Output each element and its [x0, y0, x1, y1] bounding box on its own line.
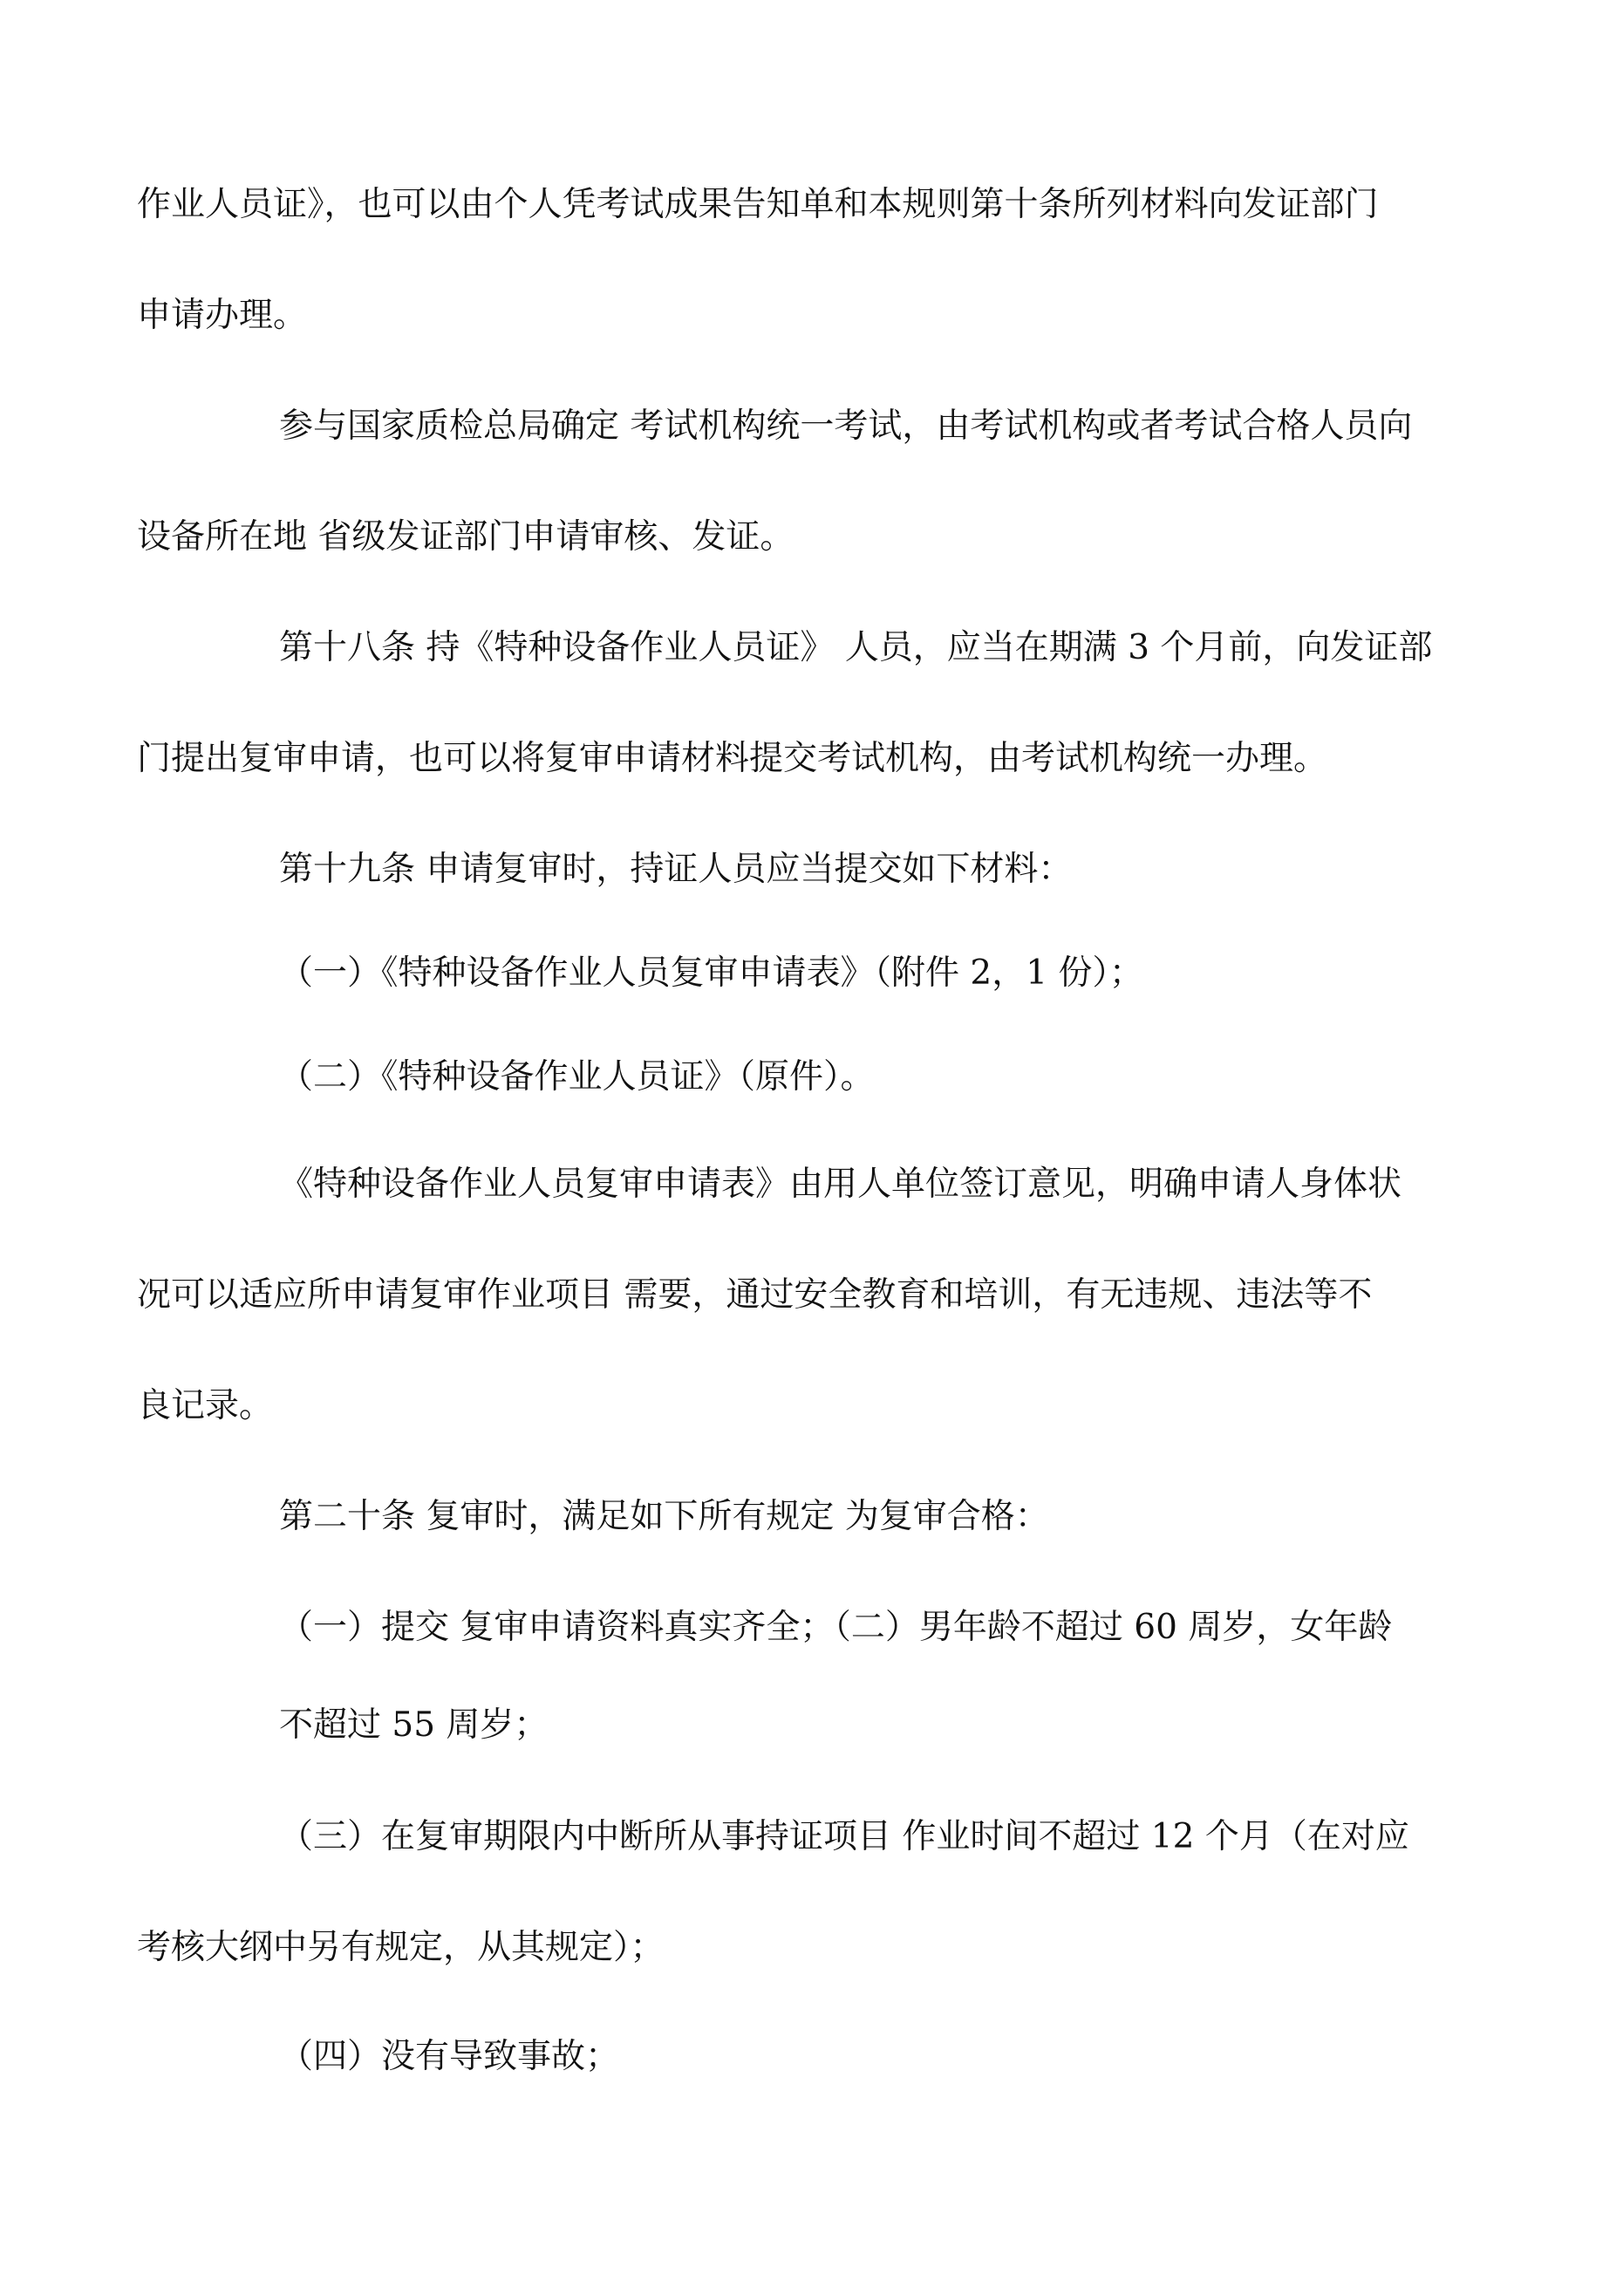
paragraph-line: 考核大纲中另有规定，从其规定）； [137, 1928, 665, 1967]
paragraph-line: 第十九条 申请复审时，持证人员应当提交如下材料： [279, 850, 1073, 889]
paragraph-line: （三）在复审期限内中断所从事持证项目 作业时间不超过 12 个月（在对应 [279, 1817, 1409, 1856]
paragraph-line: 第十八条 持《特种设备作业人员证》 人员，应当在期满 3 个月前，向发证部 [279, 628, 1433, 667]
paragraph-line: 设备所在地 省级发证部门申请审核、发证。 [137, 517, 794, 557]
paragraph-line: （一）《特种设备作业人员复审申请表》（附件 2，1 份）； [279, 953, 1143, 993]
paragraph-line: （二）《特种设备作业人员证》（原件）。 [279, 1057, 875, 1097]
paragraph-line: 《特种设备作业人员复审申请表》由用人单位签订意见，明确申请人身体状 [279, 1165, 1402, 1204]
paragraph-line: （四）没有导致事故； [279, 2037, 620, 2076]
paragraph-line: （一）提交 复审申请资料真实齐全；（二）男年龄不超过 60 周岁，女年龄 [279, 1608, 1393, 1647]
paragraph-line: 况可以适应所申请复审作业项目 需要，通过安全教育和培训，有无违规、违法等不 [137, 1275, 1373, 1315]
paragraph-line: 门提出复审申请，也可以将复审申请材料提交考试机构，由考试机构统一办理。 [137, 739, 1328, 778]
paragraph-line: 参与国家质检总局确定 考试机构统一考试，由考试机构或者考试合格人员向 [279, 407, 1413, 446]
paragraph-line: 作业人员证》，也可以由个人凭考试成果告知单和本规则第十条所列材料向发证部门 [137, 185, 1379, 224]
paragraph-line: 第二十条 复审时，满足如下所有规定 为复审合格： [279, 1497, 1049, 1536]
paragraph-line: 良记录。 [137, 1386, 274, 1425]
paragraph-line: 不超过 55 周岁； [279, 1705, 549, 1745]
paragraph-line: 申请办理。 [137, 296, 308, 335]
